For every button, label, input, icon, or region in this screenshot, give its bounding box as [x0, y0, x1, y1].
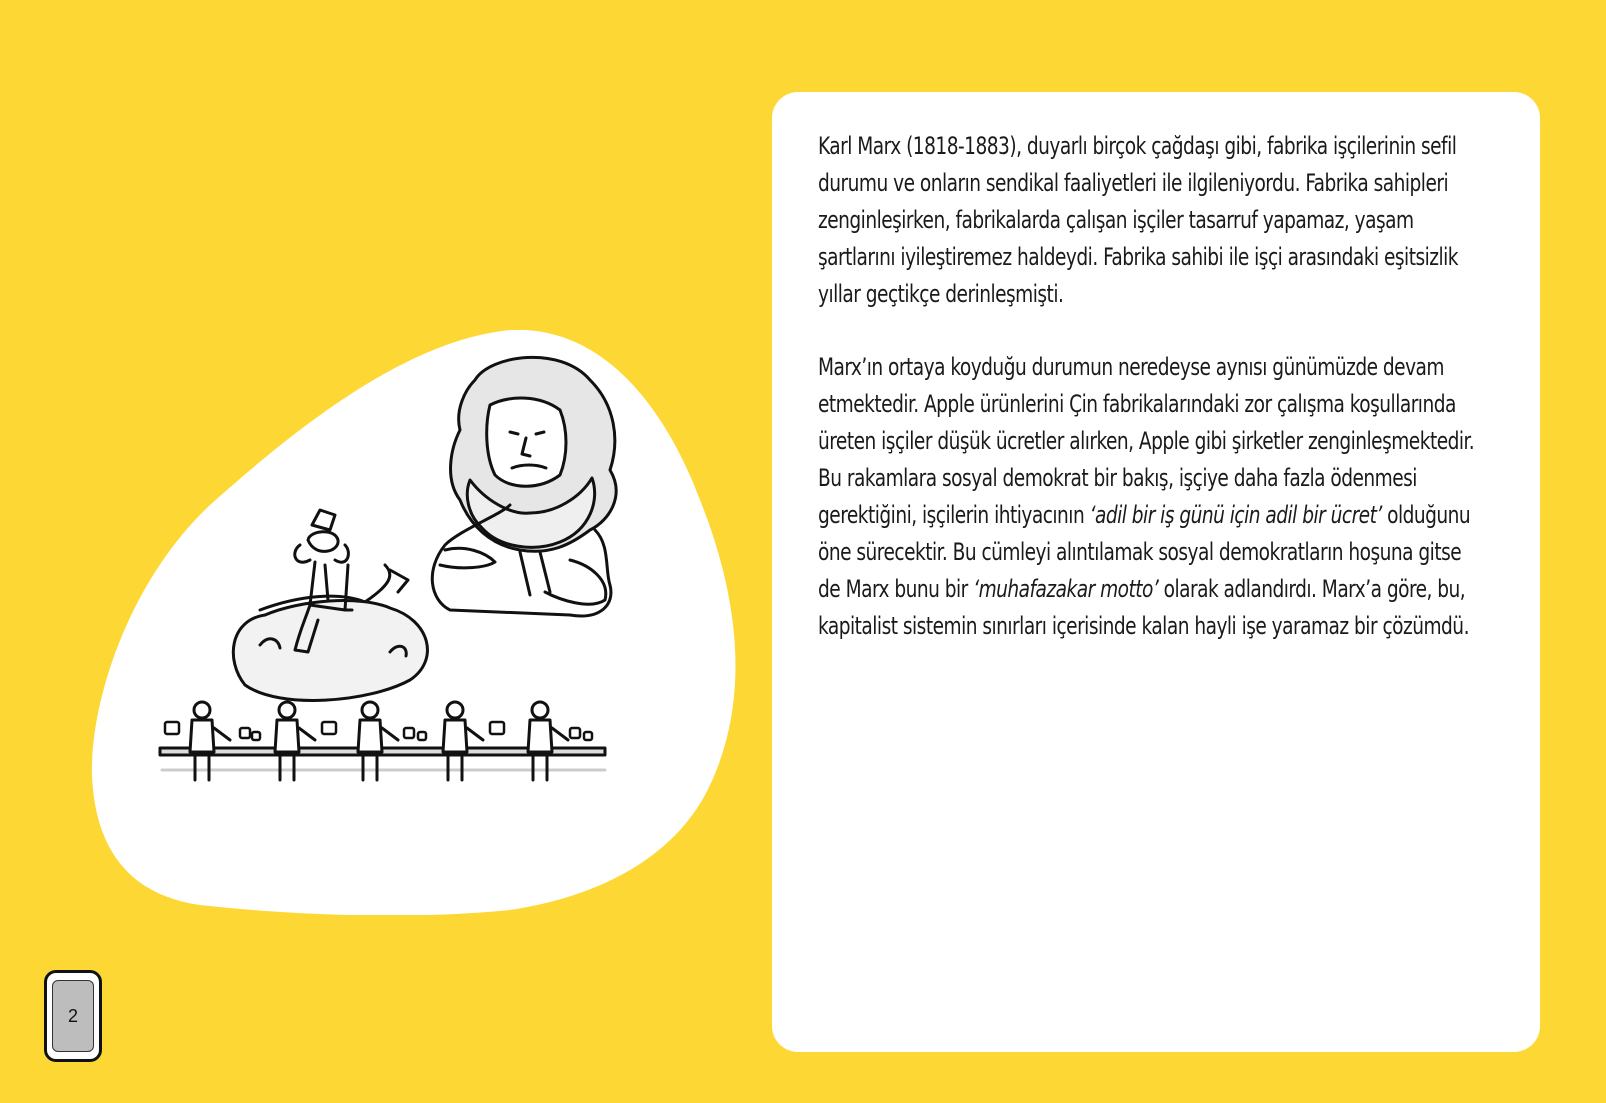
- paragraph-2-quote-1: ‘adil bir iş günü için adil bir ücret’: [1089, 501, 1382, 529]
- paragraph-2-quote-2: ‘muhafazakar motto’: [973, 575, 1159, 603]
- paragraph-2: [818, 349, 1480, 645]
- paragraph-2-part-2: olduğunu öne sürecektir. Bu cümleyi alıntılamak sosyal demokratların hoşuna gitse de Marx bunu bir: [818, 501, 1471, 603]
- page-number: 2: [67, 1005, 78, 1026]
- marx-and-factory-workers-illustration: [90, 330, 750, 915]
- page-number-badge: [44, 970, 102, 1062]
- text-body: [818, 128, 1475, 681]
- paragraph-2-part-1: Marx’ın ortaya koyduğu durumun neredeyse aynısı günümüzde devam etmektedir. Apple ürünlerini Çin fabrikalarındaki zor çalışma koşullarında üreten işçiler düşük ücretler alırken, Apple gibi şirketler zenginleşmektedir. Bu rakamlara sosyal demokrat bir bakış, işçiye daha fazla ödenmesi gerektiğini, işçilerin ihtiyacının: [818, 353, 1475, 529]
- paragraph-1: Karl Marx (1818-1883), duyarlı birçok çağdaşı gibi, fabrika işçilerinin sefil durumu ve onların sendikal faaliyetleri ile ilgileniyordu. Fabrika sahipleri zenginleşirken, fabrikalarda çalışan işçiler tasarruf yapamaz, yaşam şartlarını iyileştiremez haldeydi. Fabrika sahibi ile işçi arasındaki eşitsizlik yıllar geçtikçe derinleşmişti.: [818, 132, 1459, 308]
- paragraph-2-part-3: olarak adlandırdı. Marx’a göre, bu, kapitalist sistemin sınırları içerisinde kalan hayli işe yaramaz bir çözümdü.: [818, 575, 1469, 640]
- page-number-badge-inner: [52, 980, 94, 1052]
